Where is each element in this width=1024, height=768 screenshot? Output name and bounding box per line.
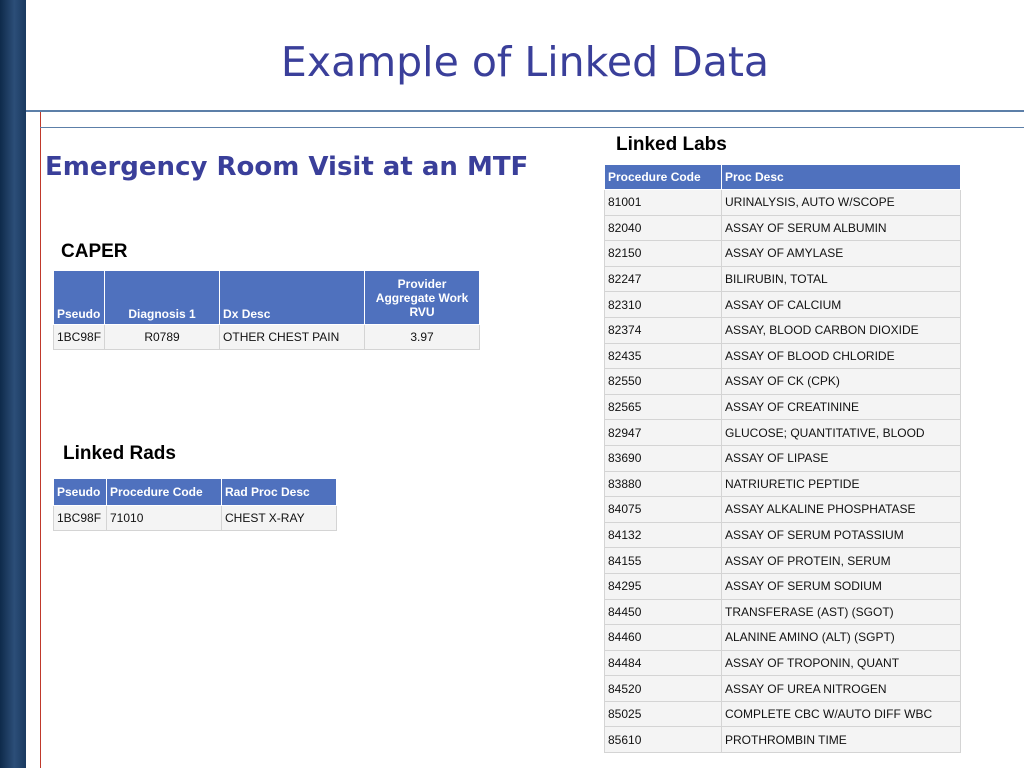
table-cell: ASSAY OF TROPONIN, QUANT	[722, 650, 961, 676]
table-cell: R0789	[105, 325, 220, 350]
table-row	[605, 497, 961, 523]
content-divider	[40, 127, 1024, 128]
table-cell: ASSAY OF PROTEIN, SERUM	[722, 548, 961, 574]
labs-label: Linked Labs	[616, 134, 727, 155]
table-cell: ASSAY OF AMYLASE	[722, 241, 961, 267]
table-cell: 81001	[605, 190, 722, 216]
table-cell: 85610	[605, 727, 722, 753]
table-cell: COMPLETE CBC W/AUTO DIFF WBC	[722, 701, 961, 727]
column-header: Rad Proc Desc	[222, 479, 337, 506]
table-cell: CHEST X-RAY	[222, 506, 337, 531]
table-cell: 82435	[605, 343, 722, 369]
table-cell: 82374	[605, 317, 722, 343]
table-row	[605, 445, 961, 471]
table-cell: ASSAY OF LIPASE	[722, 445, 961, 471]
table-cell: 84155	[605, 548, 722, 574]
table-cell: 82310	[605, 292, 722, 318]
column-header: Dx Desc	[220, 271, 365, 325]
table-cell: ASSAY OF UREA NITROGEN	[722, 676, 961, 702]
table-cell: ASSAY ALKALINE PHOSPHATASE	[722, 497, 961, 523]
table-cell: ALANINE AMINO (ALT) (SGPT)	[722, 625, 961, 651]
table-row	[605, 266, 961, 292]
table-cell: ASSAY OF SERUM ALBUMIN	[722, 215, 961, 241]
labs-table-body	[605, 190, 961, 753]
table-row	[605, 676, 961, 702]
table-row	[605, 522, 961, 548]
table-row	[605, 215, 961, 241]
table-cell: ASSAY OF CK (CPK)	[722, 369, 961, 395]
table-cell: TRANSFERASE (AST) (SGOT)	[722, 599, 961, 625]
table-cell: 82040	[605, 215, 722, 241]
column-header: Procedure Code	[605, 165, 722, 190]
table-row	[605, 394, 961, 420]
column-header: Diagnosis 1	[105, 271, 220, 325]
table-cell: 83690	[605, 445, 722, 471]
table-cell: 84132	[605, 522, 722, 548]
table-row	[605, 369, 961, 395]
table-cell: 82247	[605, 266, 722, 292]
table-cell: 85025	[605, 701, 722, 727]
table-cell: URINALYSIS, AUTO W/SCOPE	[722, 190, 961, 216]
table-cell: 82150	[605, 241, 722, 267]
table-row	[54, 506, 337, 531]
table-cell: OTHER CHEST PAIN	[220, 325, 365, 350]
table-cell: ASSAY OF BLOOD CHLORIDE	[722, 343, 961, 369]
table-row	[605, 701, 961, 727]
table-row	[605, 573, 961, 599]
table-row	[605, 599, 961, 625]
table-cell: NATRIURETIC PEPTIDE	[722, 471, 961, 497]
table-cell: ASSAY, BLOOD CARBON DIOXIDE	[722, 317, 961, 343]
slide-left-bar	[0, 0, 26, 768]
table-cell: 84484	[605, 650, 722, 676]
table-row	[605, 650, 961, 676]
table-header-row	[54, 479, 337, 506]
slide-title: Example of Linked Data	[280, 38, 770, 86]
table-row	[605, 317, 961, 343]
table-row	[605, 241, 961, 267]
rads-label: Linked Rads	[63, 443, 176, 464]
table-cell: 1BC98F	[54, 325, 105, 350]
table-row	[54, 325, 480, 350]
table-cell: 1BC98F	[54, 506, 107, 531]
title-divider	[26, 110, 1024, 112]
rads-table	[53, 478, 337, 531]
column-header: Provider Aggregate Work RVU	[365, 271, 480, 325]
column-header: Pseudo	[54, 479, 107, 506]
table-row	[605, 190, 961, 216]
table-row	[605, 420, 961, 446]
column-header: Pseudo	[54, 271, 105, 325]
table-header-row	[605, 165, 961, 190]
table-cell: PROTHROMBIN TIME	[722, 727, 961, 753]
left-margin-line	[40, 112, 41, 768]
table-cell: 84450	[605, 599, 722, 625]
table-cell: 84460	[605, 625, 722, 651]
labs-table	[604, 164, 961, 753]
table-cell: 83880	[605, 471, 722, 497]
table-cell: ASSAY OF SERUM POTASSIUM	[722, 522, 961, 548]
table-cell: ASSAY OF CALCIUM	[722, 292, 961, 318]
table-cell: 71010	[107, 506, 222, 531]
table-row	[605, 727, 961, 753]
table-cell: ASSAY OF SERUM SODIUM	[722, 573, 961, 599]
table-cell: 82565	[605, 394, 722, 420]
table-cell: ASSAY OF CREATININE	[722, 394, 961, 420]
table-row	[605, 548, 961, 574]
table-cell: 3.97	[365, 325, 480, 350]
table-cell: 82947	[605, 420, 722, 446]
table-header-row	[54, 271, 480, 325]
table-row	[605, 343, 961, 369]
table-cell: 84075	[605, 497, 722, 523]
table-cell: 82550	[605, 369, 722, 395]
slide-subtitle: Emergency Room Visit at an MTF	[45, 152, 529, 182]
table-cell: BILIRUBIN, TOTAL	[722, 266, 961, 292]
table-cell: 84520	[605, 676, 722, 702]
table-row	[605, 471, 961, 497]
table-row	[605, 292, 961, 318]
table-row	[605, 625, 961, 651]
column-header: Procedure Code	[107, 479, 222, 506]
caper-table	[53, 270, 480, 350]
column-header: Proc Desc	[722, 165, 961, 190]
caper-label: CAPER	[61, 241, 128, 262]
table-cell: GLUCOSE; QUANTITATIVE, BLOOD	[722, 420, 961, 446]
table-cell: 84295	[605, 573, 722, 599]
